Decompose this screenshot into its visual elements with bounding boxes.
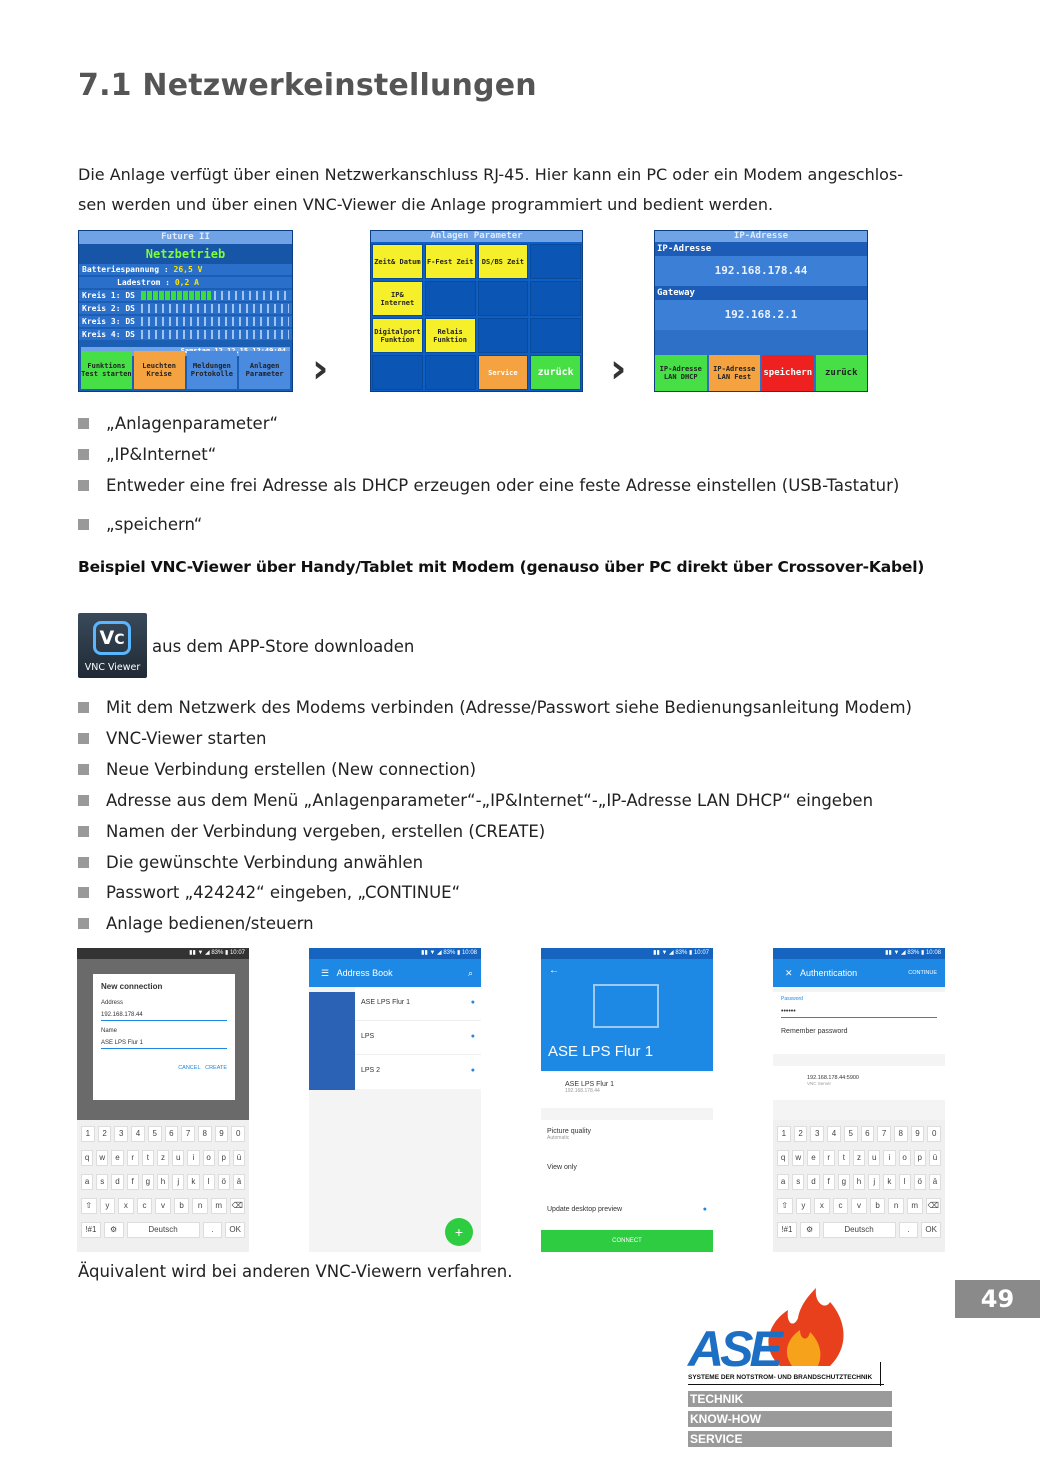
- continue-button[interactable]: CONTINUE: [908, 970, 937, 976]
- logo-divider: [880, 1362, 881, 1386]
- screen-main-status: [78, 230, 293, 392]
- bullet-item: Adresse aus dem Menü „Anlagenparameter“-„IP&Internet“-„IP-Adresse LAN DHCP“ eingeben: [78, 791, 873, 810]
- param-cell[interactable]: IP& Internet: [372, 281, 423, 316]
- current-row: Ladestrom : 0,2 A: [79, 277, 292, 288]
- picture-quality-setting[interactable]: Picture quality Automatic: [541, 1120, 713, 1156]
- status-bar: ▮▮ ▼ ◢ 83% ▮ 10:08: [773, 948, 945, 959]
- bullet-item: Die gewünschte Verbindung anwählen: [78, 853, 423, 872]
- server-item: 192.168.178.44:5900 VNC Server: [773, 1066, 945, 1100]
- vnc-logo-icon: VC: [93, 621, 131, 655]
- status-bar: ▮▮ ▼ ◢ 83% ▮ 10:07: [77, 948, 249, 959]
- gateway-value[interactable]: 192.168.2.1: [655, 300, 867, 330]
- monitor-icon: [593, 984, 659, 1028]
- address-input[interactable]: 192.168.178.44: [101, 1010, 227, 1021]
- search-icon[interactable]: ⌕: [467, 968, 473, 978]
- name-label: Name: [101, 1028, 118, 1034]
- view-only-toggle[interactable]: View only: [541, 1156, 713, 1198]
- app-bar: ☰ Address Book ⌕: [309, 959, 481, 987]
- param-cell: [530, 244, 581, 279]
- connection-item[interactable]: ASE LPS Flur 1 192.168.178.44: [541, 1072, 713, 1108]
- messages-button[interactable]: Meldungen Protokolle: [187, 351, 238, 389]
- param-cell[interactable]: DS/BS Zeit: [478, 244, 529, 279]
- status-bar: ▮▮ ▼ ◢ 83% ▮ 10:08: [309, 948, 481, 959]
- connection-title: ASE LPS Flur 1: [548, 1043, 654, 1060]
- phone-screenshot-authentication: [773, 948, 945, 1252]
- param-cell: [372, 355, 423, 390]
- bullet-item: „Anlagenparameter“: [78, 414, 278, 433]
- page-number: 49: [955, 1280, 1040, 1318]
- bullet-item: Entweder eine frei Adresse als DHCP erzeugen oder eine feste Adresse einstellen (USB-Tastatur): [78, 476, 899, 495]
- bullet-item: Namen der Verbindung vergeben, erstellen (CREATE): [78, 822, 545, 841]
- tag-technik: TECHNIK: [688, 1391, 892, 1407]
- address-list-item[interactable]: LPS 2 ●: [355, 1055, 481, 1089]
- header-area: [541, 959, 713, 1071]
- address-list-item[interactable]: LPS ●: [355, 1021, 481, 1055]
- param-cell: [478, 318, 529, 353]
- circuit-row: Kreis 2: DS: [79, 303, 292, 314]
- param-cell: [478, 281, 529, 316]
- page-title: 7.1 Netzwerkeinstellungen: [78, 68, 537, 103]
- phone-screenshot-connection-detail: [541, 948, 713, 1252]
- param-cell[interactable]: Zeit& Datum: [372, 244, 423, 279]
- ip-label: IP-Adresse: [655, 242, 867, 256]
- create-button[interactable]: CREATE: [205, 1065, 227, 1071]
- connect-button[interactable]: CONNECT: [541, 1230, 713, 1252]
- phone-screenshot-address-book: [309, 948, 481, 1252]
- ase-logo: ASE: [688, 1321, 779, 1377]
- back-button[interactable]: zurück: [530, 355, 581, 390]
- gateway-label: Gateway: [655, 286, 867, 300]
- screen-header: IP-Adresse: [655, 231, 867, 242]
- app-bar: ✕ Authentication CONTINUE: [773, 959, 945, 987]
- vnc-icon-label: VNC Viewer: [84, 662, 141, 673]
- param-cell[interactable]: Digitalport Funktion: [372, 318, 423, 353]
- keyboard: 1 2 3 4 5 6 7 8 9 0 q w e r t z u i o p ü a s d f g h j k l ö ä ⇧ y x c v b n m ⌫ !#1 ⚙ Deutsch . OK: [773, 1120, 945, 1252]
- lights-button[interactable]: Leuchten Kreise: [134, 351, 185, 389]
- address-label: Address: [101, 1000, 124, 1006]
- tag-service: SERVICE: [688, 1431, 892, 1447]
- add-connection-button[interactable]: +: [445, 1218, 473, 1246]
- app-bar-title: Authentication: [800, 968, 858, 978]
- screen-parameters: [370, 230, 583, 392]
- param-cell[interactable]: F-Fest Zeit: [425, 244, 476, 279]
- dhcp-button[interactable]: IP-Adresse LAN DHCP: [655, 355, 707, 391]
- service-button[interactable]: Service: [478, 355, 529, 390]
- battery-row: Batteriespannung : 26,5 V: [79, 264, 292, 275]
- dialog-title: New connection: [101, 982, 163, 991]
- bullet-item: Passwort „424242“ eingeben, „CONTINUE“: [78, 883, 460, 902]
- logo-subtitle: SYSTEME DER NOTSTROM- UND BRANDSCHUTZTECHNIK: [688, 1374, 873, 1381]
- parameters-button[interactable]: Anlagen Parameter: [239, 351, 290, 389]
- intro-line-1: Die Anlage verfügt über einen Netzwerkanschluss RJ-45. Hier kann ein PC oder ein Modem angeschlos-: [78, 165, 904, 184]
- mode-label: Netzbetrieb: [79, 244, 292, 264]
- status-bar: ▮▮ ▼ ◢ 83% ▮ 10:07: [541, 948, 713, 959]
- phone-screenshot-new-connection: [77, 948, 249, 1252]
- connection-thumbnail: [309, 992, 355, 1090]
- circuit-row: Kreis 4: DS: [79, 329, 292, 340]
- bullet-item: „IP&Internet“: [78, 445, 216, 464]
- logo-divider: [688, 1384, 884, 1385]
- intro-line-2: sen werden und über einen VNC-Viewer die Anlage programmiert und bedient werden.: [78, 195, 774, 214]
- vnc-viewer-app-icon: [78, 613, 147, 678]
- chevron-right-icon: ›: [312, 346, 329, 392]
- password-card: [773, 992, 945, 1054]
- circuit-row: Kreis 3: DS: [79, 316, 292, 327]
- cancel-button[interactable]: CANCEL: [178, 1065, 201, 1071]
- remember-password-toggle[interactable]: Remember password: [781, 1028, 848, 1035]
- app-bar-title: Address Book: [336, 968, 393, 978]
- ip-value[interactable]: 192.168.178.44: [655, 256, 867, 286]
- closing-text: Äquivalent wird bei anderen VNC-Viewern verfahren.: [78, 1262, 513, 1281]
- password-input[interactable]: ••••••: [781, 1002, 937, 1018]
- param-cell[interactable]: Relais Funktion: [425, 318, 476, 353]
- new-connection-dialog: [93, 974, 235, 1100]
- keyboard: 1 2 3 4 5 6 7 8 9 0 q w e r t z u i o p ü a s d f g h j k l ö ä ⇧ y x c v b n m ⌫ !#1 ⚙ Deutsch . OK: [77, 1120, 249, 1252]
- address-list-item[interactable]: ASE LPS Flur 1 ●: [355, 987, 481, 1021]
- update-preview-toggle[interactable]: Update desktop preview ●: [541, 1198, 713, 1230]
- example-heading: Beispiel VNC-Viewer über Handy/Tablet mit Modem (genauso über PC direkt über Crossover-Kabel): [78, 558, 925, 576]
- param-cell: [425, 281, 476, 316]
- param-cell: [530, 281, 581, 316]
- name-input[interactable]: ASE LPS Flur 1: [101, 1038, 227, 1049]
- function-test-button[interactable]: Funktions Test starten: [81, 351, 132, 389]
- screen-header: Future II: [79, 231, 292, 244]
- password-label: Password: [781, 996, 803, 1002]
- download-text: aus dem APP-Store downloaden: [152, 637, 415, 656]
- bullet-item: Neue Verbindung erstellen (New connection): [78, 760, 476, 779]
- bullet-item: Anlage bedienen/steuern: [78, 914, 314, 933]
- screen-ip-address: [654, 230, 868, 392]
- param-cell: [530, 318, 581, 353]
- bullet-item: Mit dem Netzwerk des Modems verbinden (Adresse/Passwort siehe Bedienungsanleitung Modem): [78, 698, 912, 717]
- screen-header: Anlagen Parameter: [371, 231, 582, 242]
- back-button[interactable]: zurück: [816, 355, 868, 391]
- circuit-row: Kreis 1: DS: [79, 290, 292, 301]
- param-cell: [425, 355, 476, 390]
- save-button[interactable]: speichern: [762, 355, 814, 391]
- bullet-item: „speichern“: [78, 515, 202, 534]
- back-arrow-icon[interactable]: ←: [549, 965, 559, 976]
- fixed-ip-button[interactable]: IP-Adresse LAN Fest: [709, 355, 761, 391]
- chevron-right-icon: ›: [610, 346, 627, 392]
- bullet-item: VNC-Viewer starten: [78, 729, 267, 748]
- tag-know-how: KNOW-HOW: [688, 1411, 892, 1427]
